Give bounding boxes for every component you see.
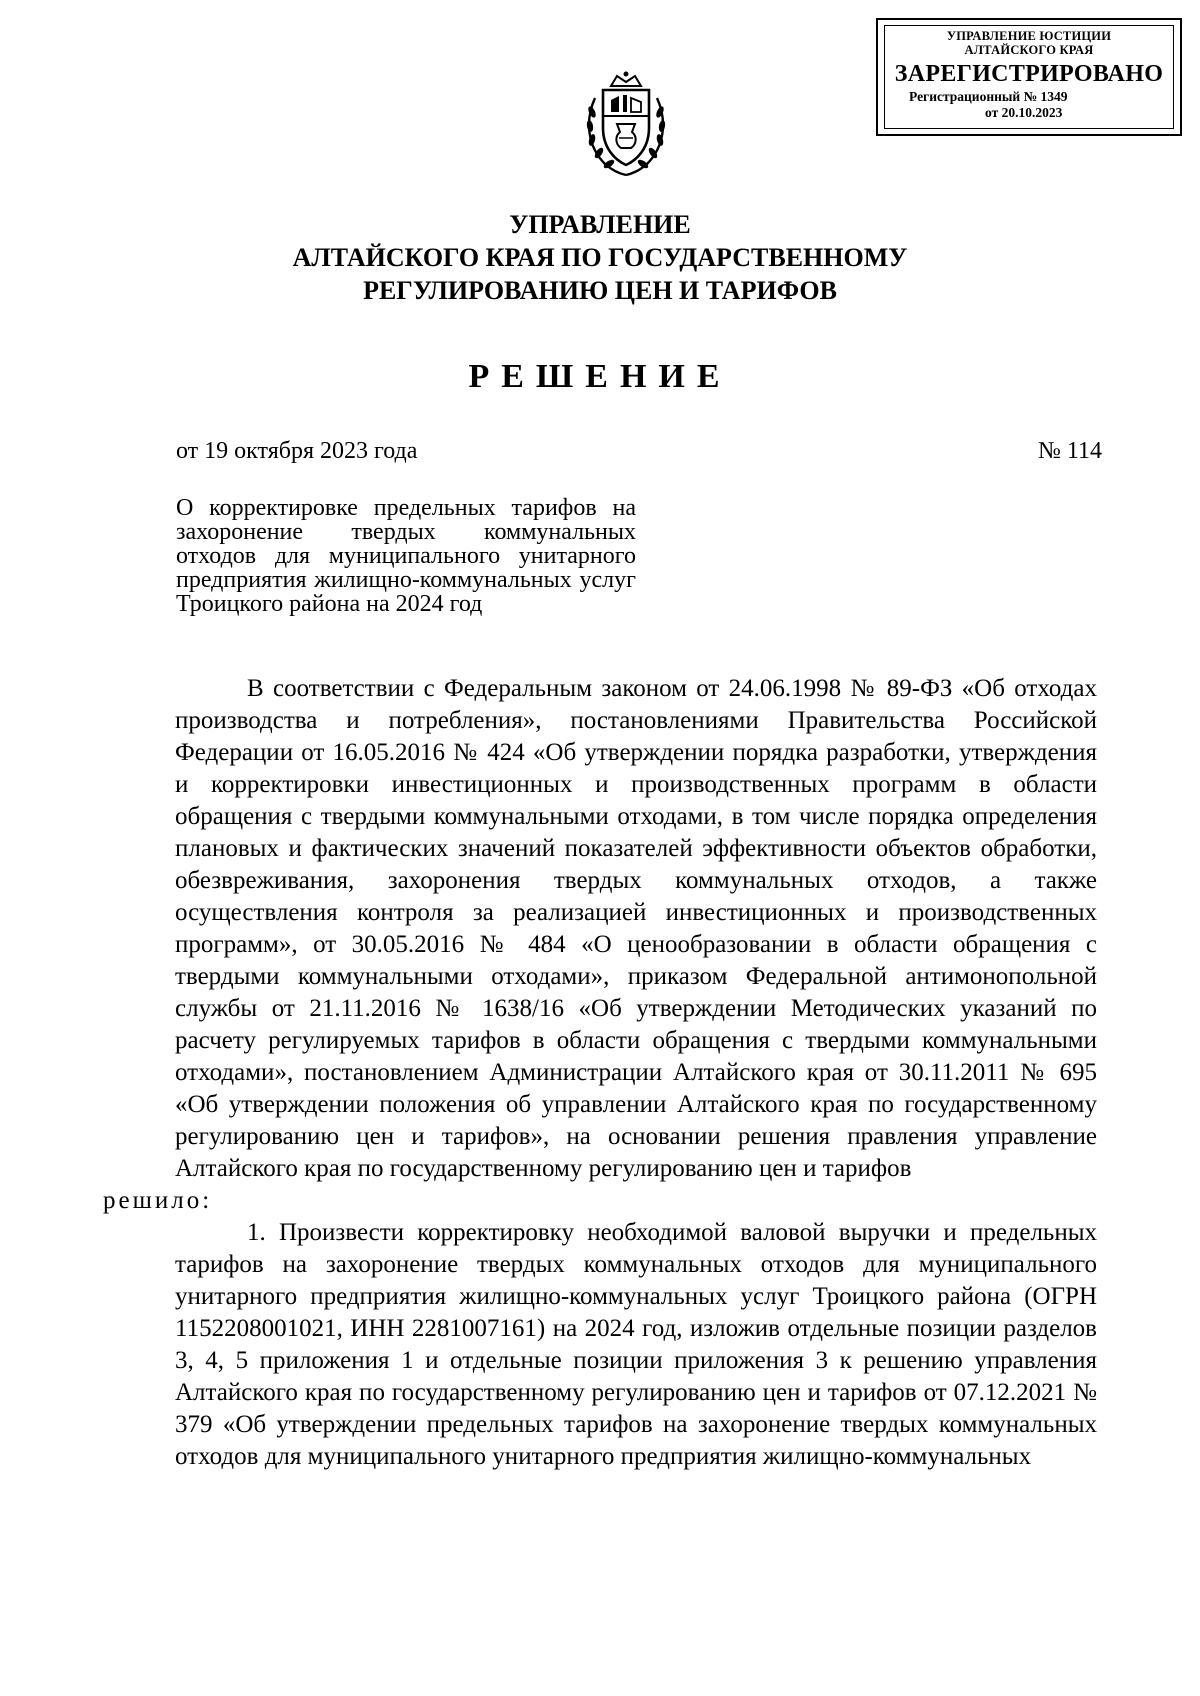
- stamp-reg-number: Регистрационный № 1349: [909, 89, 1068, 104]
- document-body: [103, 673, 1097, 1473]
- document-number: № 114: [1037, 438, 1102, 464]
- issuing-authority: [0, 208, 1200, 307]
- stamp-status: ЗАРЕГИСТРИРОВАНО: [894, 61, 1164, 87]
- authority-line2: АЛТАЙСКОГО КРАЯ ПО ГОСУДАРСТВЕННОМУ: [292, 243, 908, 272]
- document-subject: О корректировке предельных тарифов на захоронение твердых коммунальных отходов для муниципального унитарного предприятия жилищно-коммунальных услуг Троицкого района на 2024 год: [176, 495, 636, 617]
- stamp-authority-line2: АЛТАЙСКОГО КРАЯ: [964, 43, 1094, 57]
- authority-line1: УПРАВЛЕНИЕ: [509, 210, 691, 239]
- item-1-paragraph: 1. Произвести корректировку необходимой валовой выручки и предельных тарифов на захоронение твердых коммунальных отходов для муниципального унитарного предприятия жилищно-коммунальных услуг Троицкого района (ОГРН 1152208001021, ИНН 2281007161) на 2024 год, изложив отдельные позиции разделов 3, 4, 5 приложения 1 и отдельные позиции приложения 3 к решению управления Алтайского края по государственному регулированию цен и тарифов от 07.12.2021 № 379 «Об утверждении предельных тарифов на захоронение твердых коммунальных отходов для муниципального унитарного предприятия жилищно-коммунальных: [175, 1219, 1097, 1470]
- resolved-word: решило:: [103, 1187, 213, 1214]
- preamble-paragraph: [103, 673, 1097, 1217]
- registration-stamp-frame: [884, 25, 1174, 129]
- stamp-authority-line1: УПРАВЛЕНИЕ ЮСТИЦИИ: [946, 29, 1112, 43]
- stamp-reg-date: от 20.10.2023: [985, 105, 1063, 120]
- document-date: от 19 октября 2023 года: [176, 438, 418, 464]
- authority-line3: РЕГУЛИРОВАНИЮ ЦЕН И ТАРИФОВ: [363, 276, 837, 305]
- coat-of-arms-icon: [581, 68, 671, 180]
- preamble-text: В соответствии с Федеральным законом от 24.06.1998 № 89-ФЗ «Об отходах производства и потребления», постановлениями Правительства Российской Федерации от 16.05.2016 № 424 «Об утверждении порядка разработки, утверждения и корректировки инвестиционных и производственных программ в области обращения с твердыми коммунальными отходами, в том числе порядка определения плановых и фактических значений показателей эффективности объектов обработки, обезвреживания, захоронения твердых коммунальных отходов, а также осуществления контроля за реализацией инвестиционных и производственных программ», от 30.05.2016 № 484 «О ценообразовании в области обращения с твердыми коммунальными отходами», приказом Федеральной антимонопольной службы от 21.11.2016 № 1638/16 «Об утверждении Методических указаний по расчету регулируемых тарифов в области обращения с твердыми коммунальными отходами», постановлением Администрации Алтайского края от 30.11.2011 № 695 «Об утверждении положения об управлении Алтайского края по государственному регулированию цен и тарифов», на основании решения правления управление Алтайского края по государственному регулированию цен и тарифов: [175, 675, 1097, 1182]
- registration-stamp: [876, 18, 1182, 136]
- document-title: РЕШЕНИЕ: [468, 358, 732, 395]
